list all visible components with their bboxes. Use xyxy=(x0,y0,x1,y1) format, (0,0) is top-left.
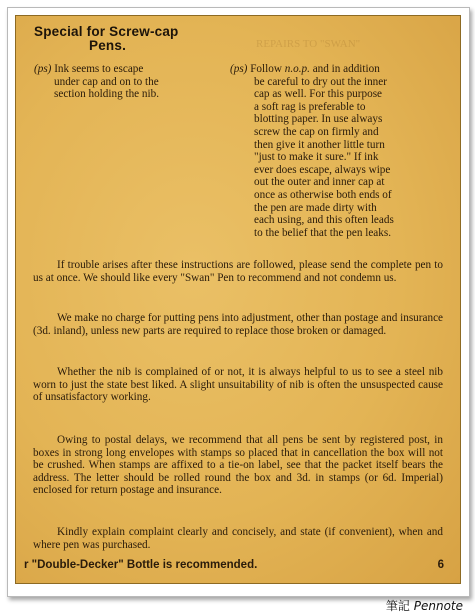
right-line: to the belief that the pen leaks. xyxy=(254,226,391,239)
paragraph-text: Owing to postal delays, we recommend that all pens be sent by registered post, in boxes in strong long envelopes with stamps so placed that in cancellation the box will not be crushed. When stamps are affixed to a tie-on label, see that the packet itself bears the address. The letter should be rolled round the box and 3d. in stamps (or 6d. Imperial) enclosed for return postage and insurance. xyxy=(33,434,443,497)
body-paragraph-2 xyxy=(33,312,443,337)
left-instruction-column xyxy=(34,63,209,101)
paragraph-text: If trouble arises after these instructions are followed, please send the complete pen to us at once. We should like every "Swan" Pen to recommend and not condemn us. xyxy=(33,259,443,284)
body-paragraph-3 xyxy=(33,366,443,404)
right-line: then give it another little turn xyxy=(254,138,385,151)
page-footer xyxy=(16,557,460,579)
right-line: cap as well. For this purpose xyxy=(254,88,383,101)
right-line: the pen are made dirty with xyxy=(254,201,377,214)
right-line: each using, and this often leads xyxy=(254,214,394,227)
right-line: out the outer and inner cap at xyxy=(254,176,385,189)
right-line: blotting paper. In use always xyxy=(254,113,383,126)
left-line-2: under cap and on to the xyxy=(54,75,159,88)
right-tag: (ps) xyxy=(230,63,248,75)
body-paragraph-1 xyxy=(33,259,443,284)
document-page xyxy=(15,15,461,584)
paragraph-text: Kindly explain complaint clearly and concisely, and state (if convenient), when and where pen was purchased. xyxy=(33,526,443,551)
left-line-1: Ink seems to escape xyxy=(54,63,144,75)
watermark-signature xyxy=(386,597,463,614)
show-through-text: REPAIRS TO "SWAN" xyxy=(256,38,361,50)
page-number: 6 xyxy=(437,559,444,571)
section-heading xyxy=(34,25,264,53)
right-line: "just to make it sure." If ink xyxy=(254,151,379,164)
heading-line-1: Special for Screw-cap xyxy=(34,24,179,39)
left-first-line xyxy=(34,63,209,76)
right-line: a soft rag is preferable to xyxy=(254,100,366,113)
footer-text: r "Double-Decker" Bottle is recommended. xyxy=(24,559,258,571)
watermark-english: Pennote xyxy=(413,599,463,613)
right-first-line xyxy=(230,63,440,76)
right-line: once as otherwise both ends of xyxy=(254,188,392,201)
right-line: ever does escape, always wipe xyxy=(254,163,391,176)
paragraph-text: We make no charge for putting pens into adjustment, other than postage and insurance (3d. inland), unless new parts are required to replace those broken or damaged. xyxy=(33,312,443,337)
watermark-chinese: 筆記 xyxy=(385,599,410,613)
body-paragraph-4 xyxy=(33,434,443,497)
right-instruction-column xyxy=(230,63,440,239)
right-line: be careful to dry out the inner xyxy=(254,75,387,88)
paragraph-text: Whether the nib is complained of or not, it is always helpful to us to see a steel nib worn to just the state best liked. A slight unsuitability of nib is often the unsuspected cause of unsatisfactory working. xyxy=(33,366,443,404)
body-paragraph-5 xyxy=(33,526,443,551)
right-line-1: Follow n.o.p. and in addition xyxy=(250,63,380,75)
right-line: screw the cap on firmly and xyxy=(254,125,379,138)
heading-line-2: Pens. xyxy=(89,38,127,53)
left-tag: (ps) xyxy=(34,63,52,75)
left-line-3: section holding the nib. xyxy=(54,88,160,101)
